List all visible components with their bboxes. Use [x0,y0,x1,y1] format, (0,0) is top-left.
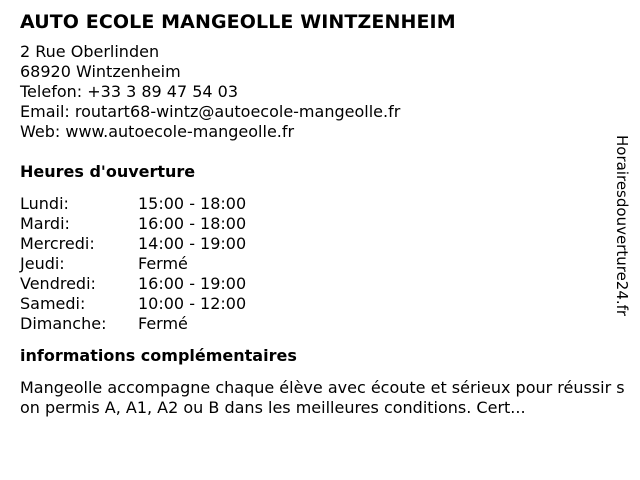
hours-value: 10:00 - 12:00 [138,294,247,313]
email-line: Email: routart68-wintz@autoecole-mangeolle.fr [20,102,401,121]
business-name: AUTO ECOLE MANGEOLLE WINTZENHEIM [20,11,456,33]
city-postcode: 68920 Wintzenheim [20,62,181,81]
hours-value: Fermé [138,254,188,273]
hours-value: 16:00 - 19:00 [138,274,247,293]
day-label: Dimanche: [20,314,107,333]
phone-line: Telefon: +33 3 89 47 54 03 [20,82,239,101]
hours-row-saturday [20,294,620,314]
day-label: Mercredi: [20,234,95,253]
web-line: Web: www.autoecole-mangeolle.fr [20,122,295,141]
hours-row-tuesday [20,214,620,234]
additional-info-heading: informations complémentaires [20,346,297,365]
hours-value: Fermé [138,314,188,333]
hours-row-wednesday [20,234,620,254]
hours-row-friday [20,274,620,294]
hours-row-thursday [20,254,620,274]
day-label: Lundi: [20,194,69,213]
hours-value: 14:00 - 19:00 [138,234,247,253]
hours-value: 15:00 - 18:00 [138,194,247,213]
day-label: Samedi: [20,294,86,313]
street-address: 2 Rue Oberlinden [20,42,160,61]
opening-hours-table [20,194,620,334]
day-label: Vendredi: [20,274,96,293]
hours-value: 16:00 - 18:00 [138,214,247,233]
day-label: Jeudi: [20,254,65,273]
hours-row-monday [20,194,620,214]
day-label: Mardi: [20,214,70,233]
address-block [20,42,620,142]
site-watermark: Horairesdouverture24.fr [613,135,631,317]
hours-row-sunday [20,314,620,334]
description-text: Mangeolle accompagne chaque élève avec écoute et sérieux pour réussir son permis A, A1, A2 ou B dans les meilleures conditions. Cert... [20,378,625,417]
opening-hours-heading: Heures d'ouverture [20,162,196,181]
